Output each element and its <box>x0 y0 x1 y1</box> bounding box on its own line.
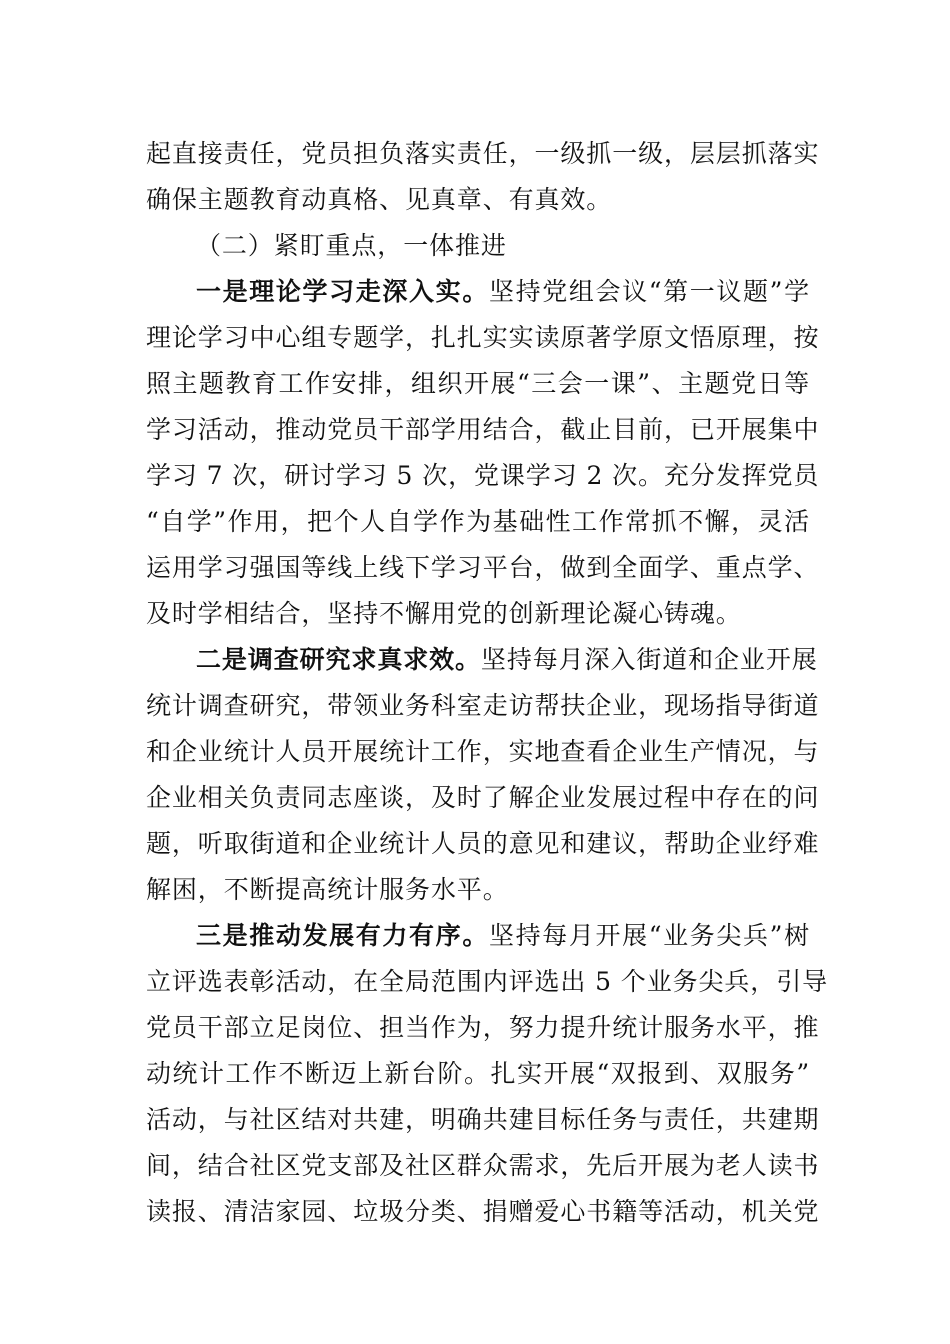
paragraph-line: 题，听取街道和企业统计人员的意见和建议，帮助企业纾难 <box>146 829 820 858</box>
paragraph-line: 理论学习中心组专题学，扎扎实实读原著学原文悟原理，按 <box>146 323 820 352</box>
paragraph-line: 和企业统计人员开展统计工作，实地查看企业生产情况，与 <box>146 737 820 766</box>
paragraph-line: 党员干部立足岗位、担当作为，努力提升统计服务水平，推 <box>146 1013 820 1042</box>
section-heading: （二）紧盯重点，一体推进 <box>196 231 507 260</box>
paragraph-line: “自学”作用，把个人自学作为基础性工作常抓不懈，灵活 <box>146 507 810 536</box>
paragraph-line: 解困，不断提高统计服务水平。 <box>146 875 509 904</box>
paragraph-line: 起直接责任，党员担负落实责任，一级抓一级，层层抓落实 <box>146 139 820 168</box>
paragraph-line <box>196 637 818 683</box>
item-prefix: 一是 <box>196 277 250 306</box>
item-text: 坚持每月深入街道和企业开展 <box>480 645 818 674</box>
paragraph-line: 活动，与社区结对共建，明确共建目标任务与责任，共建期 <box>146 1105 820 1134</box>
item-text: 坚持每月开展“业务尖兵”树 <box>488 921 810 950</box>
paragraph-line: 动统计工作不断迈上新台阶。扎实开展“双报到、双服务” <box>146 1059 810 1088</box>
paragraph-line: 照主题教育工作安排，组织开展“三会一课”、主题党日等 <box>146 369 810 398</box>
paragraph-line: 企业相关负责同志座谈，及时了解企业发展过程中存在的问 <box>146 783 820 812</box>
paragraph-line: 运用学习强国等线上线下学习平台，做到全面学、重点学、 <box>146 553 820 582</box>
paragraph-line <box>196 269 810 315</box>
paragraph-line: 读报、清洁家园、垃圾分类、捐赠爱心书籍等活动，机关党 <box>146 1197 820 1226</box>
item-prefix: 三是 <box>196 921 250 950</box>
paragraph-line: 统计调查研究，带领业务科室走访帮扶企业，现场指导街道 <box>146 691 820 720</box>
paragraph-line <box>196 913 810 959</box>
paragraph-line: 立评选表彰活动，在全局范围内评选出 5 个业务尖兵，引导 <box>146 967 829 996</box>
item-prefix: 二是 <box>196 645 248 674</box>
paragraph-line: 学习 7 次，研讨学习 5 次，党课学习 2 次。充分发挥党员 <box>146 461 820 490</box>
paragraph-line: 学习活动，推动党员干部学用结合，截止目前，已开展集中 <box>146 415 820 444</box>
paragraph-line: 及时学相结合，坚持不懈用党的创新理论凝心铸魂。 <box>146 599 742 628</box>
item-text: 坚持党组会议“第一议题”学 <box>488 277 810 306</box>
item-heading: 调查研究求真求效。 <box>247 645 481 674</box>
item-heading: 推动发展有力有序。 <box>249 921 489 950</box>
paragraph-line: 确保主题教育动真格、见真章、有真效。 <box>146 185 613 214</box>
item-heading: 理论学习走深入实。 <box>249 277 489 306</box>
paragraph-line: 间，结合社区党支部及社区群众需求，先后开展为老人读书 <box>146 1151 820 1180</box>
